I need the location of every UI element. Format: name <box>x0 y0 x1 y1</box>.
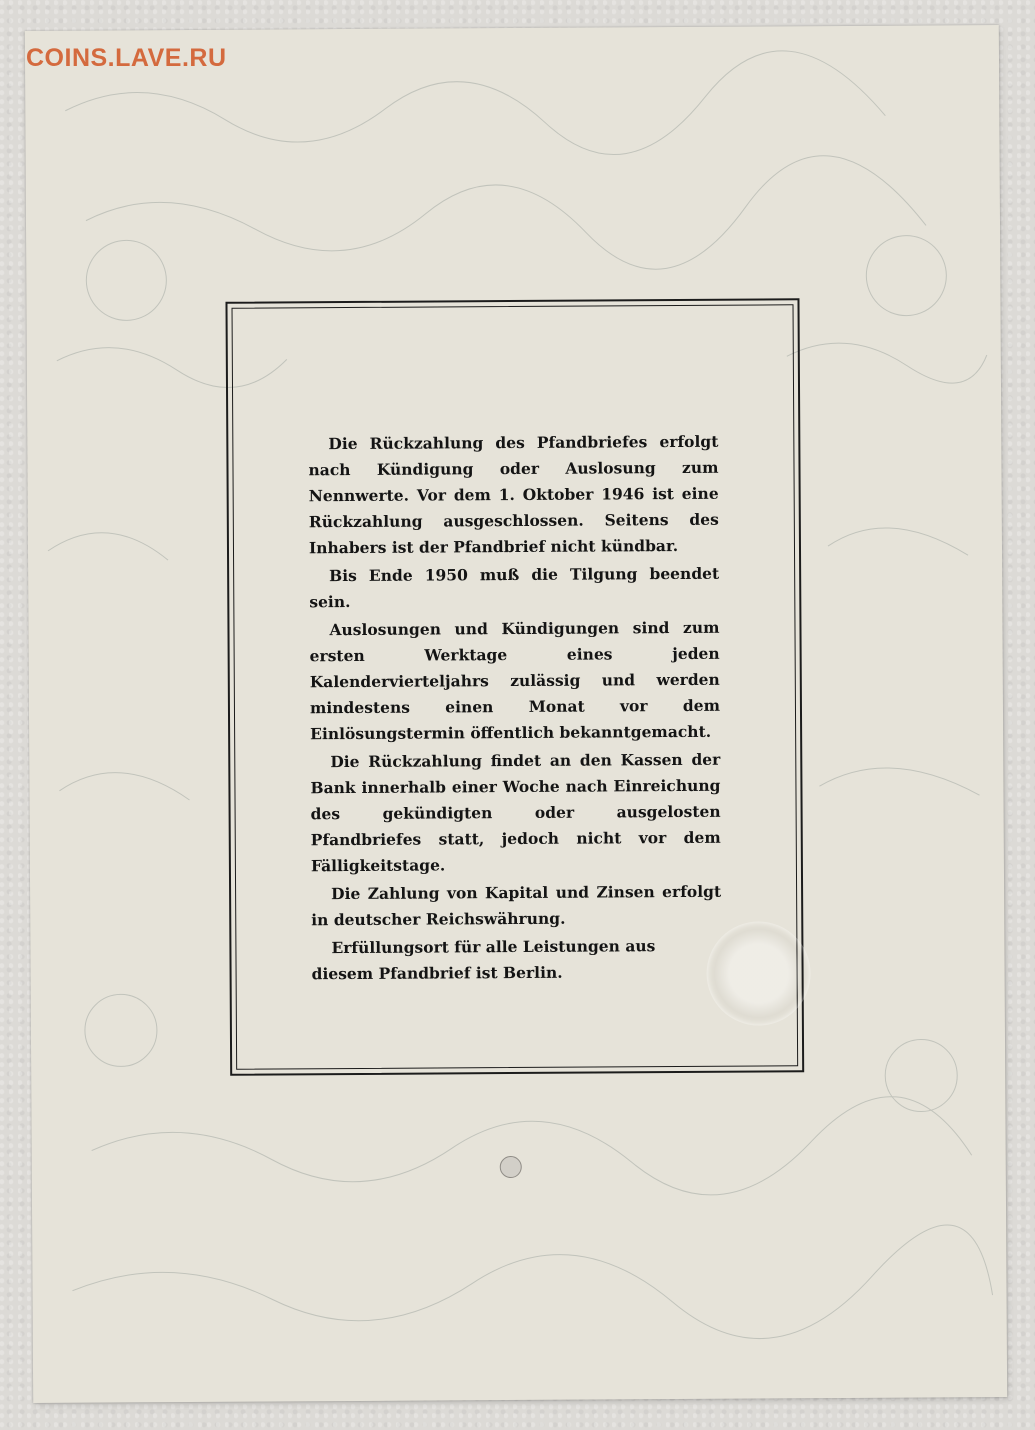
embossed-seal <box>706 921 811 1026</box>
paragraph-repayment-terms: Die Rückzahlung des Pfandbriefes erfolgt nach Kündigung oder Auslosung zum Nennwerte. Vor dem 1. Oktober 1946 ist eine Rückzahlung ausgeschlossen. Seitens des Inhabers ist der Pfandbrief nicht kündbar. <box>308 431 719 558</box>
paragraph-currency: Die Zahlung von Kapital und Zinsen erfolgt in deutscher Reichswährung. <box>311 881 722 930</box>
punch-hole <box>500 1156 522 1178</box>
document-sheet <box>25 25 1007 1403</box>
site-watermark: COINS.LAVE.RU <box>26 44 227 72</box>
paragraph-repayment-location: Die Rückzahlung findet an den Kassen der Bank innerhalb einer Woche nach Einreichung des gekündigten oder ausgelosten Pfandbriefes statt, jedoch nicht vor dem Fälligkeitstage. <box>310 749 721 876</box>
paragraph-drawings-and-notice: Auslosungen und Kündigungen sind zum ersten Werktage eines jeden Kalendervierteljahrs zulässig und werden mindestens einen Monat vor dem Einlösungstermin öffentlich bekanntgemacht. <box>309 617 721 744</box>
paragraph-place-of-performance: Erfüllungsort für alle Leistungen aus diesem Pfandbrief ist Berlin. <box>311 936 656 984</box>
terms-text-block <box>308 429 721 989</box>
paragraph-amortization-deadline: Bis Ende 1950 muß die Tilgung beendet sein. <box>309 563 720 612</box>
